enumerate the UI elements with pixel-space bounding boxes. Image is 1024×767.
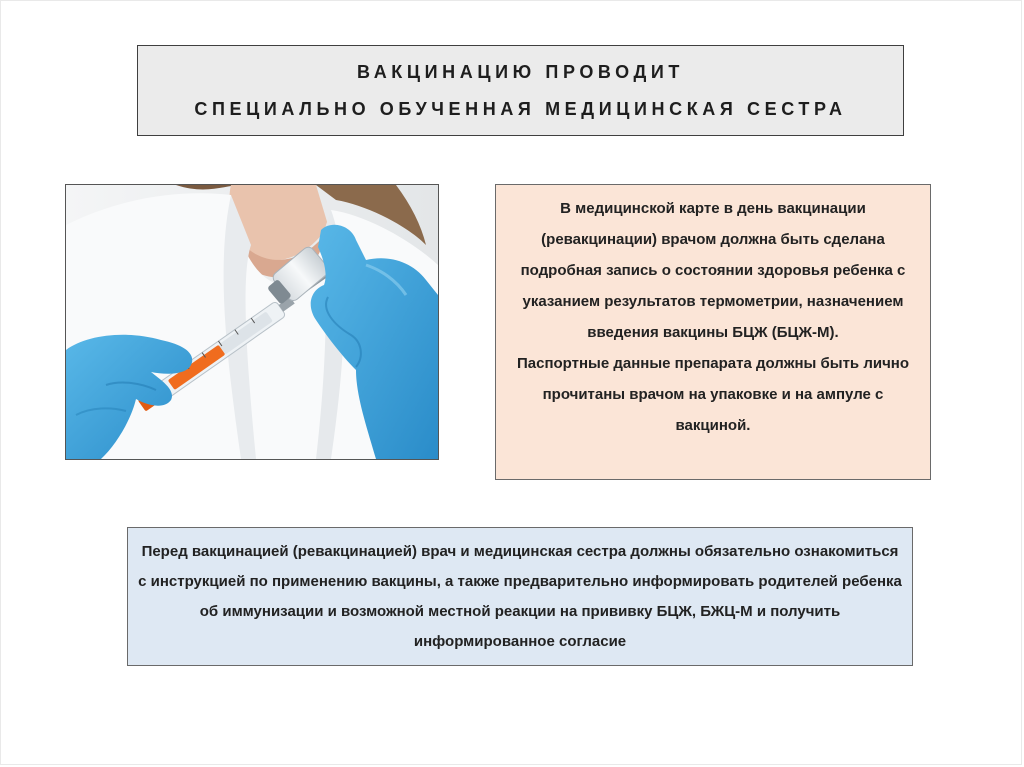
- title-box: [137, 45, 904, 136]
- vaccination-illustration: [66, 185, 438, 459]
- info-paragraph-2: Паспортные данные препарата должны быть лично прочитаны врачом на упаковке и на ампуле с вакциной.: [516, 355, 909, 434]
- info-paragraph-1: В медицинской карте в день вакцинации (ревакцинации) врачом должна быть сделана подробная запись о состоянии здоровья ребенка с указанием результатов термометрии, назначением введения вакцины БЦЖ (БЦЖ-М).: [520, 200, 906, 341]
- bottom-paragraph: Перед вакцинацией (ревакцинацией) врач и медицинская сестра должны обязательно ознакомиться с инструкцией по применению вакцины, а также предварительно информировать родителей ребенка об иммунизации и возможной местной реакции на прививку БЦЖ, БЖЦ-М и получить информированное согласие: [138, 543, 902, 650]
- vaccination-photo: [65, 184, 439, 460]
- title-line-1: ВАКЦИНАЦИЮ ПРОВОДИТ: [357, 61, 684, 82]
- title-line-2: СПЕЦИАЛЬНО ОБУЧЕННАЯ МЕДИЦИНСКАЯ СЕСТРА: [194, 98, 847, 119]
- info-box: [495, 184, 931, 480]
- bottom-box: [127, 527, 913, 666]
